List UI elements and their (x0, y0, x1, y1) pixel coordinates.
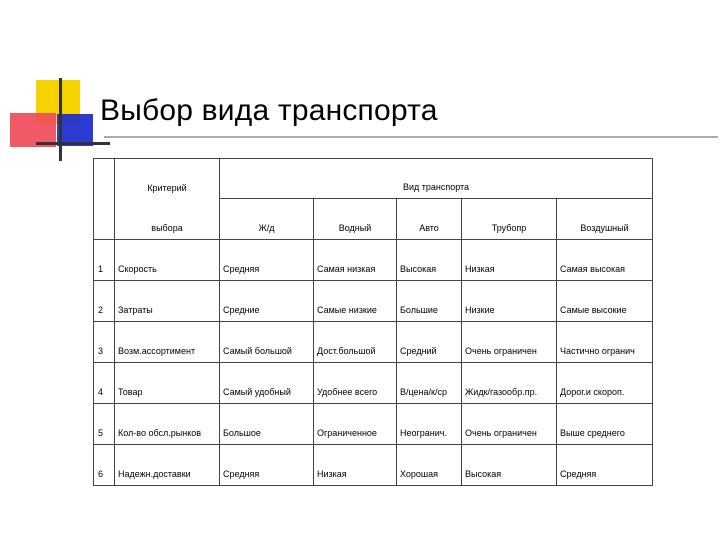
header-row-2 (94, 199, 653, 240)
table-row (94, 240, 653, 281)
value-cell: Дорог.и скороп. (557, 363, 653, 404)
criterion-header-top: Критерий (115, 159, 220, 199)
header-row-1 (94, 159, 653, 199)
criterion-header-bottom: выбора (115, 199, 220, 240)
value-cell: Самые высокие (557, 281, 653, 322)
value-cell: Выше среднего (557, 404, 653, 445)
num-header-cell (94, 159, 115, 199)
value-cell: Высокая (462, 445, 557, 486)
value-cell: Самая высокая (557, 240, 653, 281)
value-cell: Неогранич. (397, 404, 462, 445)
row-number: 6 (94, 445, 115, 486)
value-cell: Низкая (314, 445, 397, 486)
criterion-cell: Надежн.доставки (115, 445, 220, 486)
value-cell: Низкая (462, 240, 557, 281)
row-number: 2 (94, 281, 115, 322)
slide-title: Выбор вида транспорта (100, 94, 438, 127)
value-cell: Высокая (397, 240, 462, 281)
num-header-cell-lower (94, 199, 115, 240)
title-underline (104, 136, 718, 138)
criterion-cell: Возм.ассортимент (115, 322, 220, 363)
decor-vertical-line (59, 78, 62, 161)
value-cell: Низкие (462, 281, 557, 322)
table-row (94, 445, 653, 486)
table-row (94, 404, 653, 445)
criterion-cell: Товар (115, 363, 220, 404)
criterion-cell: Кол-во обсл.рынков (115, 404, 220, 445)
value-cell: Ограниченное (314, 404, 397, 445)
row-number: 3 (94, 322, 115, 363)
table-row (94, 363, 653, 404)
decor-horizontal-line (36, 142, 110, 145)
value-cell: Жидк/газообр.пр. (462, 363, 557, 404)
value-cell: Средняя (220, 445, 314, 486)
value-cell: Удобнее всего (314, 363, 397, 404)
value-cell: Самая низкая (314, 240, 397, 281)
value-cell: Самый удобный (220, 363, 314, 404)
table-row (94, 322, 653, 363)
value-cell: Очень ограничен (462, 404, 557, 445)
value-cell: Очень ограничен (462, 322, 557, 363)
value-cell: Средняя (220, 240, 314, 281)
row-number: 1 (94, 240, 115, 281)
value-cell: Большое (220, 404, 314, 445)
transport-table (93, 158, 653, 486)
value-cell: Средний (397, 322, 462, 363)
value-cell: Дост.большой (314, 322, 397, 363)
value-cell: Хорошая (397, 445, 462, 486)
row-number: 4 (94, 363, 115, 404)
value-cell: Средняя (557, 445, 653, 486)
value-cell: Большие (397, 281, 462, 322)
row-number: 5 (94, 404, 115, 445)
criterion-cell: Скорость (115, 240, 220, 281)
value-cell: Средние (220, 281, 314, 322)
mode-header: Воздушный (557, 199, 653, 240)
mode-header: Ж/д (220, 199, 314, 240)
table-row (94, 281, 653, 322)
transport-header: Вид транспорта (220, 159, 653, 199)
value-cell: Самый большой (220, 322, 314, 363)
mode-header: Авто (397, 199, 462, 240)
value-cell: Частично огранич (557, 322, 653, 363)
criterion-cell: Затраты (115, 281, 220, 322)
value-cell: В/цена/к/ср (397, 363, 462, 404)
value-cell: Самые низкие (314, 281, 397, 322)
mode-header: Водный (314, 199, 397, 240)
mode-header: Трубопр (462, 199, 557, 240)
